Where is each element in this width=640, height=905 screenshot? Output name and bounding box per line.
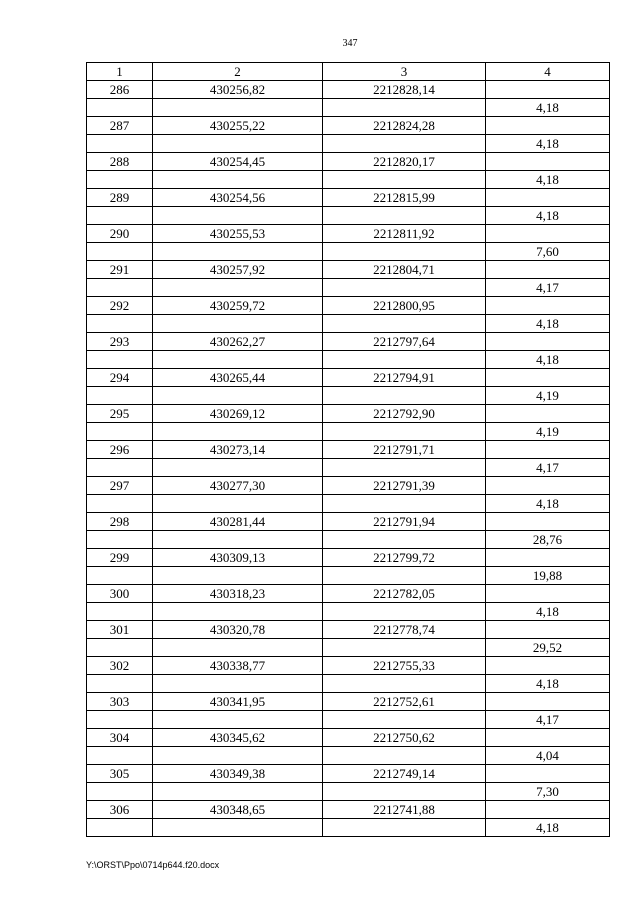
point-number-cell: 297 <box>87 477 153 495</box>
y-coordinate-cell: 2212791,71 <box>323 441 486 459</box>
empty-cell <box>486 117 610 135</box>
x-coordinate-cell: 430254,56 <box>153 189 323 207</box>
table-row <box>87 153 610 171</box>
distance-cell: 4,17 <box>486 459 610 477</box>
empty-cell <box>486 369 610 387</box>
x-coordinate-cell: 430341,95 <box>153 693 323 711</box>
x-coordinate-cell: 430256,82 <box>153 81 323 99</box>
empty-cell <box>486 225 610 243</box>
y-coordinate-cell: 2212811,92 <box>323 225 486 243</box>
empty-cell <box>153 603 323 621</box>
distance-cell: 4,04 <box>486 747 610 765</box>
x-coordinate-cell: 430348,65 <box>153 801 323 819</box>
empty-cell <box>486 693 610 711</box>
x-coordinate-cell: 430257,92 <box>153 261 323 279</box>
empty-cell <box>153 747 323 765</box>
x-coordinate-cell: 430338,77 <box>153 657 323 675</box>
table-row <box>87 189 610 207</box>
empty-cell <box>323 171 486 189</box>
distance-row <box>87 495 610 513</box>
empty-cell <box>87 711 153 729</box>
distance-cell: 29,52 <box>486 639 610 657</box>
empty-cell <box>87 243 153 261</box>
distance-row <box>87 99 610 117</box>
empty-cell <box>486 261 610 279</box>
x-coordinate-cell: 430265,44 <box>153 369 323 387</box>
empty-cell <box>87 639 153 657</box>
y-coordinate-cell: 2212749,14 <box>323 765 486 783</box>
y-coordinate-cell: 2212778,74 <box>323 621 486 639</box>
x-coordinate-cell: 430269,12 <box>153 405 323 423</box>
table-row <box>87 225 610 243</box>
empty-cell <box>153 567 323 585</box>
empty-cell <box>87 99 153 117</box>
distance-row <box>87 711 610 729</box>
point-number-cell: 295 <box>87 405 153 423</box>
empty-cell <box>323 459 486 477</box>
empty-cell <box>87 423 153 441</box>
empty-cell <box>153 675 323 693</box>
empty-cell <box>153 495 323 513</box>
empty-cell <box>153 639 323 657</box>
empty-cell <box>87 531 153 549</box>
empty-cell <box>486 441 610 459</box>
y-coordinate-cell: 2212828,14 <box>323 81 486 99</box>
x-coordinate-cell: 430345,62 <box>153 729 323 747</box>
empty-cell <box>323 387 486 405</box>
empty-cell <box>323 747 486 765</box>
empty-cell <box>87 135 153 153</box>
empty-cell <box>486 729 610 747</box>
empty-cell <box>323 135 486 153</box>
y-coordinate-cell: 2212804,71 <box>323 261 486 279</box>
empty-cell <box>486 549 610 567</box>
distance-cell: 4,18 <box>486 135 610 153</box>
y-coordinate-cell: 2212820,17 <box>323 153 486 171</box>
x-coordinate-cell: 430273,14 <box>153 441 323 459</box>
x-coordinate-cell: 430255,53 <box>153 225 323 243</box>
empty-cell <box>87 819 153 837</box>
empty-cell <box>486 81 610 99</box>
distance-cell: 4,18 <box>486 675 610 693</box>
empty-cell <box>153 351 323 369</box>
table-row <box>87 585 610 603</box>
y-coordinate-cell: 2212791,94 <box>323 513 486 531</box>
point-number-cell: 293 <box>87 333 153 351</box>
empty-cell <box>153 243 323 261</box>
point-number-cell: 304 <box>87 729 153 747</box>
header-cell-1: 1 <box>87 63 153 81</box>
point-number-cell: 299 <box>87 549 153 567</box>
point-number-cell: 296 <box>87 441 153 459</box>
distance-cell: 4,18 <box>486 171 610 189</box>
x-coordinate-cell: 430349,38 <box>153 765 323 783</box>
point-number-cell: 288 <box>87 153 153 171</box>
x-coordinate-cell: 430309,13 <box>153 549 323 567</box>
empty-cell <box>87 171 153 189</box>
table-row <box>87 765 610 783</box>
y-coordinate-cell: 2212791,39 <box>323 477 486 495</box>
table-row <box>87 693 610 711</box>
empty-cell <box>323 315 486 333</box>
empty-cell <box>486 585 610 603</box>
x-coordinate-cell: 430320,78 <box>153 621 323 639</box>
distance-cell: 4,18 <box>486 207 610 225</box>
y-coordinate-cell: 2212797,64 <box>323 333 486 351</box>
table-row <box>87 657 610 675</box>
empty-cell <box>486 621 610 639</box>
table-row <box>87 729 610 747</box>
y-coordinate-cell: 2212800,95 <box>323 297 486 315</box>
empty-cell <box>87 675 153 693</box>
point-number-cell: 305 <box>87 765 153 783</box>
empty-cell <box>153 171 323 189</box>
point-number-cell: 302 <box>87 657 153 675</box>
header-cell-4: 4 <box>486 63 610 81</box>
distance-cell: 4,18 <box>486 603 610 621</box>
empty-cell <box>486 513 610 531</box>
y-coordinate-cell: 2212815,99 <box>323 189 486 207</box>
distance-row <box>87 387 610 405</box>
distance-row <box>87 351 610 369</box>
table-body <box>87 63 610 837</box>
table-row <box>87 441 610 459</box>
distance-cell: 4,17 <box>486 279 610 297</box>
distance-row <box>87 243 610 261</box>
empty-cell <box>153 531 323 549</box>
point-number-cell: 294 <box>87 369 153 387</box>
empty-cell <box>323 207 486 225</box>
empty-cell <box>153 387 323 405</box>
table-row <box>87 801 610 819</box>
distance-row <box>87 531 610 549</box>
empty-cell <box>323 531 486 549</box>
empty-cell <box>486 477 610 495</box>
empty-cell <box>323 711 486 729</box>
empty-cell <box>153 783 323 801</box>
table-header-row <box>87 63 610 81</box>
point-number-cell: 303 <box>87 693 153 711</box>
empty-cell <box>323 675 486 693</box>
empty-cell <box>153 279 323 297</box>
x-coordinate-cell: 430255,22 <box>153 117 323 135</box>
table-row <box>87 81 610 99</box>
empty-cell <box>486 297 610 315</box>
file-path-footer: Y:\ORST\Ppo\0714p644.f20.docx <box>86 860 220 870</box>
distance-row <box>87 567 610 585</box>
y-coordinate-cell: 2212750,62 <box>323 729 486 747</box>
distance-row <box>87 315 610 333</box>
y-coordinate-cell: 2212792,90 <box>323 405 486 423</box>
empty-cell <box>153 819 323 837</box>
distance-row <box>87 819 610 837</box>
y-coordinate-cell: 2212799,72 <box>323 549 486 567</box>
distance-cell: 4,18 <box>486 819 610 837</box>
empty-cell <box>87 207 153 225</box>
distance-cell: 4,18 <box>486 99 610 117</box>
distance-row <box>87 423 610 441</box>
y-coordinate-cell: 2212755,33 <box>323 657 486 675</box>
empty-cell <box>87 783 153 801</box>
empty-cell <box>323 783 486 801</box>
table-row <box>87 261 610 279</box>
empty-cell <box>87 603 153 621</box>
empty-cell <box>87 747 153 765</box>
table-row <box>87 477 610 495</box>
distance-row <box>87 603 610 621</box>
distance-row <box>87 279 610 297</box>
point-number-cell: 301 <box>87 621 153 639</box>
distance-row <box>87 207 610 225</box>
table-row <box>87 621 610 639</box>
header-cell-3: 3 <box>323 63 486 81</box>
distance-cell: 7,30 <box>486 783 610 801</box>
point-number-cell: 291 <box>87 261 153 279</box>
distance-cell: 4,17 <box>486 711 610 729</box>
y-coordinate-cell: 2212794,91 <box>323 369 486 387</box>
table-row <box>87 333 610 351</box>
table-row <box>87 549 610 567</box>
y-coordinate-cell: 2212752,61 <box>323 693 486 711</box>
point-number-cell: 292 <box>87 297 153 315</box>
distance-cell: 4,18 <box>486 495 610 513</box>
empty-cell <box>323 99 486 117</box>
empty-cell <box>486 801 610 819</box>
table-row <box>87 405 610 423</box>
distance-row <box>87 783 610 801</box>
empty-cell <box>323 567 486 585</box>
empty-cell <box>153 207 323 225</box>
x-coordinate-cell: 430254,45 <box>153 153 323 171</box>
x-coordinate-cell: 430281,44 <box>153 513 323 531</box>
page-number: 347 <box>342 38 358 49</box>
empty-cell <box>87 315 153 333</box>
distance-row <box>87 747 610 765</box>
distance-cell: 4,18 <box>486 315 610 333</box>
distance-cell: 4,19 <box>486 387 610 405</box>
empty-cell <box>153 711 323 729</box>
empty-cell <box>323 423 486 441</box>
distance-row <box>87 639 610 657</box>
table-row <box>87 369 610 387</box>
empty-cell <box>486 153 610 171</box>
header-cell-2: 2 <box>153 63 323 81</box>
empty-cell <box>486 405 610 423</box>
distance-row <box>87 171 610 189</box>
y-coordinate-cell: 2212741,88 <box>323 801 486 819</box>
distance-row <box>87 135 610 153</box>
empty-cell <box>486 765 610 783</box>
x-coordinate-cell: 430262,27 <box>153 333 323 351</box>
distance-cell: 7,60 <box>486 243 610 261</box>
empty-cell <box>323 495 486 513</box>
table-row <box>87 513 610 531</box>
distance-row <box>87 459 610 477</box>
empty-cell <box>486 189 610 207</box>
empty-cell <box>153 315 323 333</box>
empty-cell <box>87 279 153 297</box>
empty-cell <box>87 459 153 477</box>
point-number-cell: 298 <box>87 513 153 531</box>
distance-cell: 4,18 <box>486 351 610 369</box>
point-number-cell: 287 <box>87 117 153 135</box>
point-number-cell: 286 <box>87 81 153 99</box>
x-coordinate-cell: 430277,30 <box>153 477 323 495</box>
empty-cell <box>323 639 486 657</box>
y-coordinate-cell: 2212824,28 <box>323 117 486 135</box>
empty-cell <box>87 495 153 513</box>
empty-cell <box>323 603 486 621</box>
x-coordinate-cell: 430259,72 <box>153 297 323 315</box>
table-row <box>87 297 610 315</box>
empty-cell <box>486 333 610 351</box>
y-coordinate-cell: 2212782,05 <box>323 585 486 603</box>
empty-cell <box>153 135 323 153</box>
point-number-cell: 290 <box>87 225 153 243</box>
empty-cell <box>153 459 323 477</box>
table-row <box>87 117 610 135</box>
empty-cell <box>323 243 486 261</box>
coordinates-table <box>86 62 610 837</box>
empty-cell <box>87 351 153 369</box>
empty-cell <box>323 351 486 369</box>
point-number-cell: 306 <box>87 801 153 819</box>
x-coordinate-cell: 430318,23 <box>153 585 323 603</box>
empty-cell <box>486 657 610 675</box>
empty-cell <box>323 819 486 837</box>
point-number-cell: 300 <box>87 585 153 603</box>
distance-row <box>87 675 610 693</box>
distance-cell: 19,88 <box>486 567 610 585</box>
distance-cell: 28,76 <box>486 531 610 549</box>
empty-cell <box>87 387 153 405</box>
distance-cell: 4,19 <box>486 423 610 441</box>
point-number-cell: 289 <box>87 189 153 207</box>
empty-cell <box>153 99 323 117</box>
empty-cell <box>323 279 486 297</box>
empty-cell <box>153 423 323 441</box>
empty-cell <box>87 567 153 585</box>
